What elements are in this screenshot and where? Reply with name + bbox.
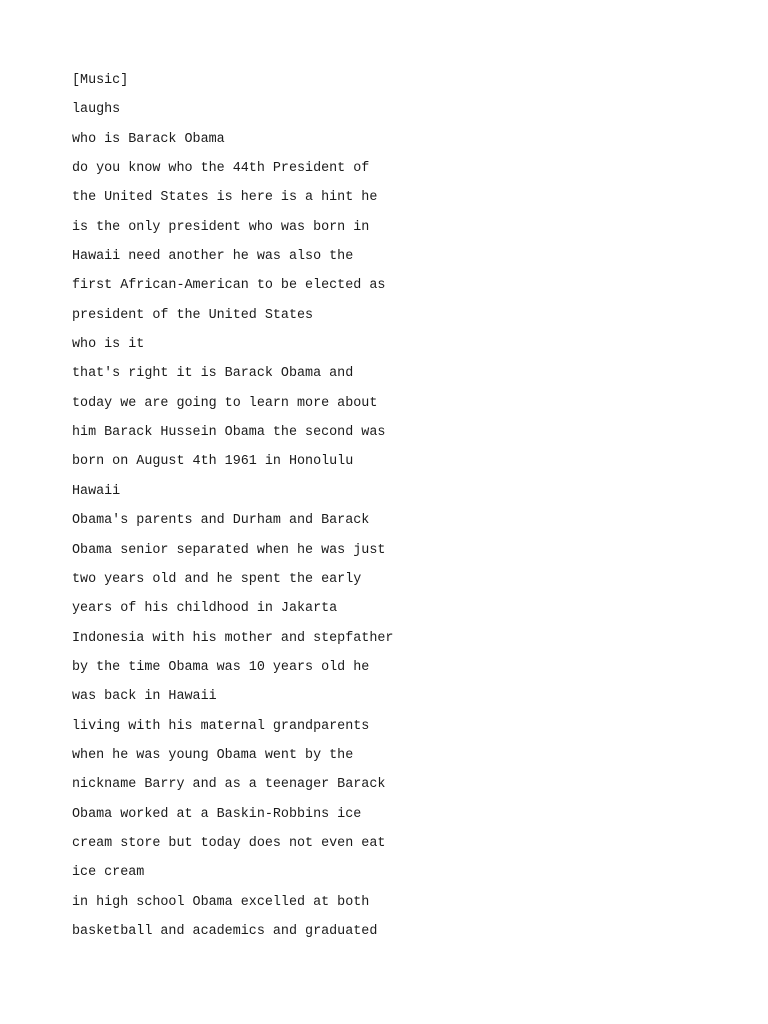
transcript-line: him Barack Hussein Obama the second was [72, 425, 386, 441]
transcript-line: Indonesia with his mother and stepfather [72, 630, 394, 646]
transcript-line: Hawaii [72, 483, 121, 499]
transcript-line: when he was young Obama went by the [72, 747, 354, 763]
transcript-line: do you know who the 44th President of [72, 161, 370, 177]
transcript-line: Obama senior separated when he was just [72, 542, 386, 558]
transcript-text [72, 66, 393, 946]
transcript-line: basketball and academics and graduated [72, 923, 378, 939]
transcript-line: nickname Barry and as a teenager Barack [72, 777, 386, 793]
transcript-line: who is Barack Obama [72, 131, 225, 147]
transcript-line: first African-American to be elected as [72, 278, 386, 294]
transcript-line: Obama's parents and Durham and Barack [72, 513, 370, 529]
transcript-line: Hawaii need another he was also the [72, 249, 354, 265]
transcript-line: president of the United States [72, 307, 314, 323]
transcript-line: born on August 4th 1961 in Honolulu [72, 454, 354, 470]
transcript-line: ice cream [72, 865, 145, 881]
transcript-line: living with his maternal grandparents [72, 718, 370, 734]
transcript-line: is the only president who was born in [72, 219, 370, 235]
transcript-line: laughs [72, 102, 121, 118]
transcript-line: who is it [72, 337, 145, 353]
transcript-line: that's right it is Barack Obama and [72, 366, 354, 382]
transcript-line: cream store but today does not even eat [72, 835, 386, 851]
transcript-line: today we are going to learn more about [72, 395, 378, 411]
transcript-line: by the time Obama was 10 years old he [72, 659, 370, 675]
transcript-line: the United States is here is a hint he [72, 190, 378, 206]
transcript-line: Obama worked at a Baskin-Robbins ice [72, 806, 362, 822]
transcript-line: years of his childhood in Jakarta [72, 601, 338, 617]
transcript-line: two years old and he spent the early [72, 571, 362, 587]
transcript-line: in high school Obama excelled at both [72, 894, 370, 910]
transcript-line: was back in Hawaii [72, 689, 217, 705]
transcript-line: [Music] [72, 73, 129, 88]
